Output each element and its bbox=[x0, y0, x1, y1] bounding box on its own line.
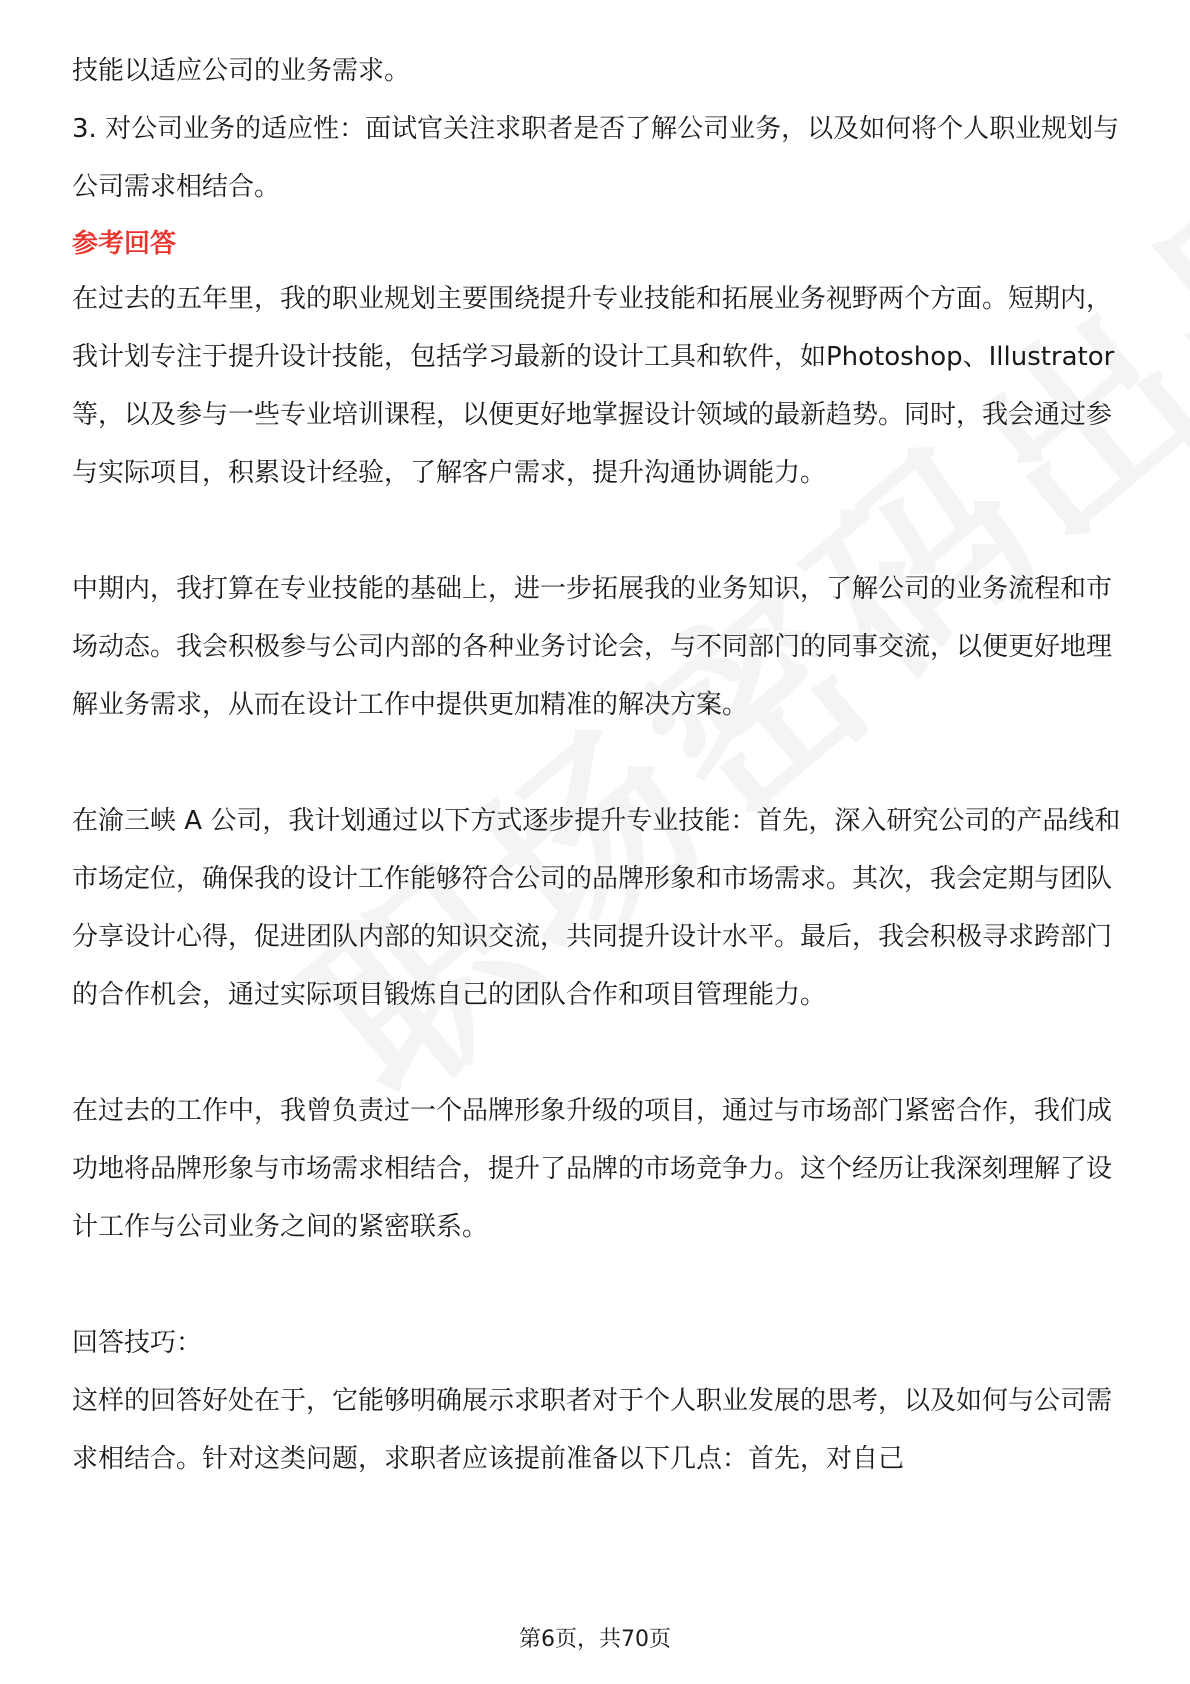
tips-paragraph: 这样的回答好处在于，它能够明确展示求职者对于个人职业发展的思考，以及如何与公司需求相结合。针对这类问题，求职者应该提前准备以下几点：首先，对自己 bbox=[72, 1386, 1113, 1474]
answer-paragraph-4: 在过去的工作中，我曾负责过一个品牌形象升级的项目，通过与市场部门紧密合作，我们成功地将品牌形象与市场需求相结合，提升了品牌的市场竞争力。这个经历让我深刻理解了设计工作与公司业务之间的紧密联系。 bbox=[72, 1096, 1113, 1242]
document-body bbox=[72, 42, 1122, 1488]
page-footer: 第6页，共70页 bbox=[519, 1627, 671, 1652]
answer-paragraph-3: 在渝三峡 A 公司，我计划通过以下方式逐步提升专业技能：首先，深入研究公司的产品线和市场定位，确保我的设计工作能够符合公司的品牌形象和市场需求。其次，我会定期与团队分享设计心得，促进团队内部的知识交流，共同提升设计水平。最后，我会积极寻求跨部门的合作机会，通过实际项目锻炼自己的团队合作和项目管理能力。 bbox=[72, 806, 1121, 1010]
tips-heading: 回答技巧： bbox=[72, 1328, 203, 1358]
paragraph-continuation: 技能以适应公司的业务需求。 bbox=[72, 56, 411, 86]
answer-paragraph-1: 在过去的五年里，我的职业规划主要围绕提升专业技能和拓展业务视野两个方面。短期内，我计划专注于提升设计技能，包括学习最新的设计工具和软件，如Photoshop、Illustrator等，以及参与一些专业培训课程，以便更好地掌握设计领域的最新趋势。同时，我会通过参与实际项目，积累设计经验，了解客户需求，提升沟通协调能力。 bbox=[72, 284, 1115, 488]
answer-paragraph-2: 中期内，我打算在专业技能的基础上，进一步拓展我的业务知识，了解公司的业务流程和市场动态。我会积极参与公司内部的各种业务讨论会，与不同部门的同事交流，以便更好地理解业务需求，从而在设计工作中提供更加精准的解决方案。 bbox=[72, 574, 1113, 720]
paragraph-point-3: 3. 对公司业务的适应性：面试官关注求职者是否了解公司业务，以及如何将个人职业规划与公司需求相结合。 bbox=[72, 114, 1120, 202]
reference-answer-heading: 参考回答 bbox=[72, 229, 177, 259]
